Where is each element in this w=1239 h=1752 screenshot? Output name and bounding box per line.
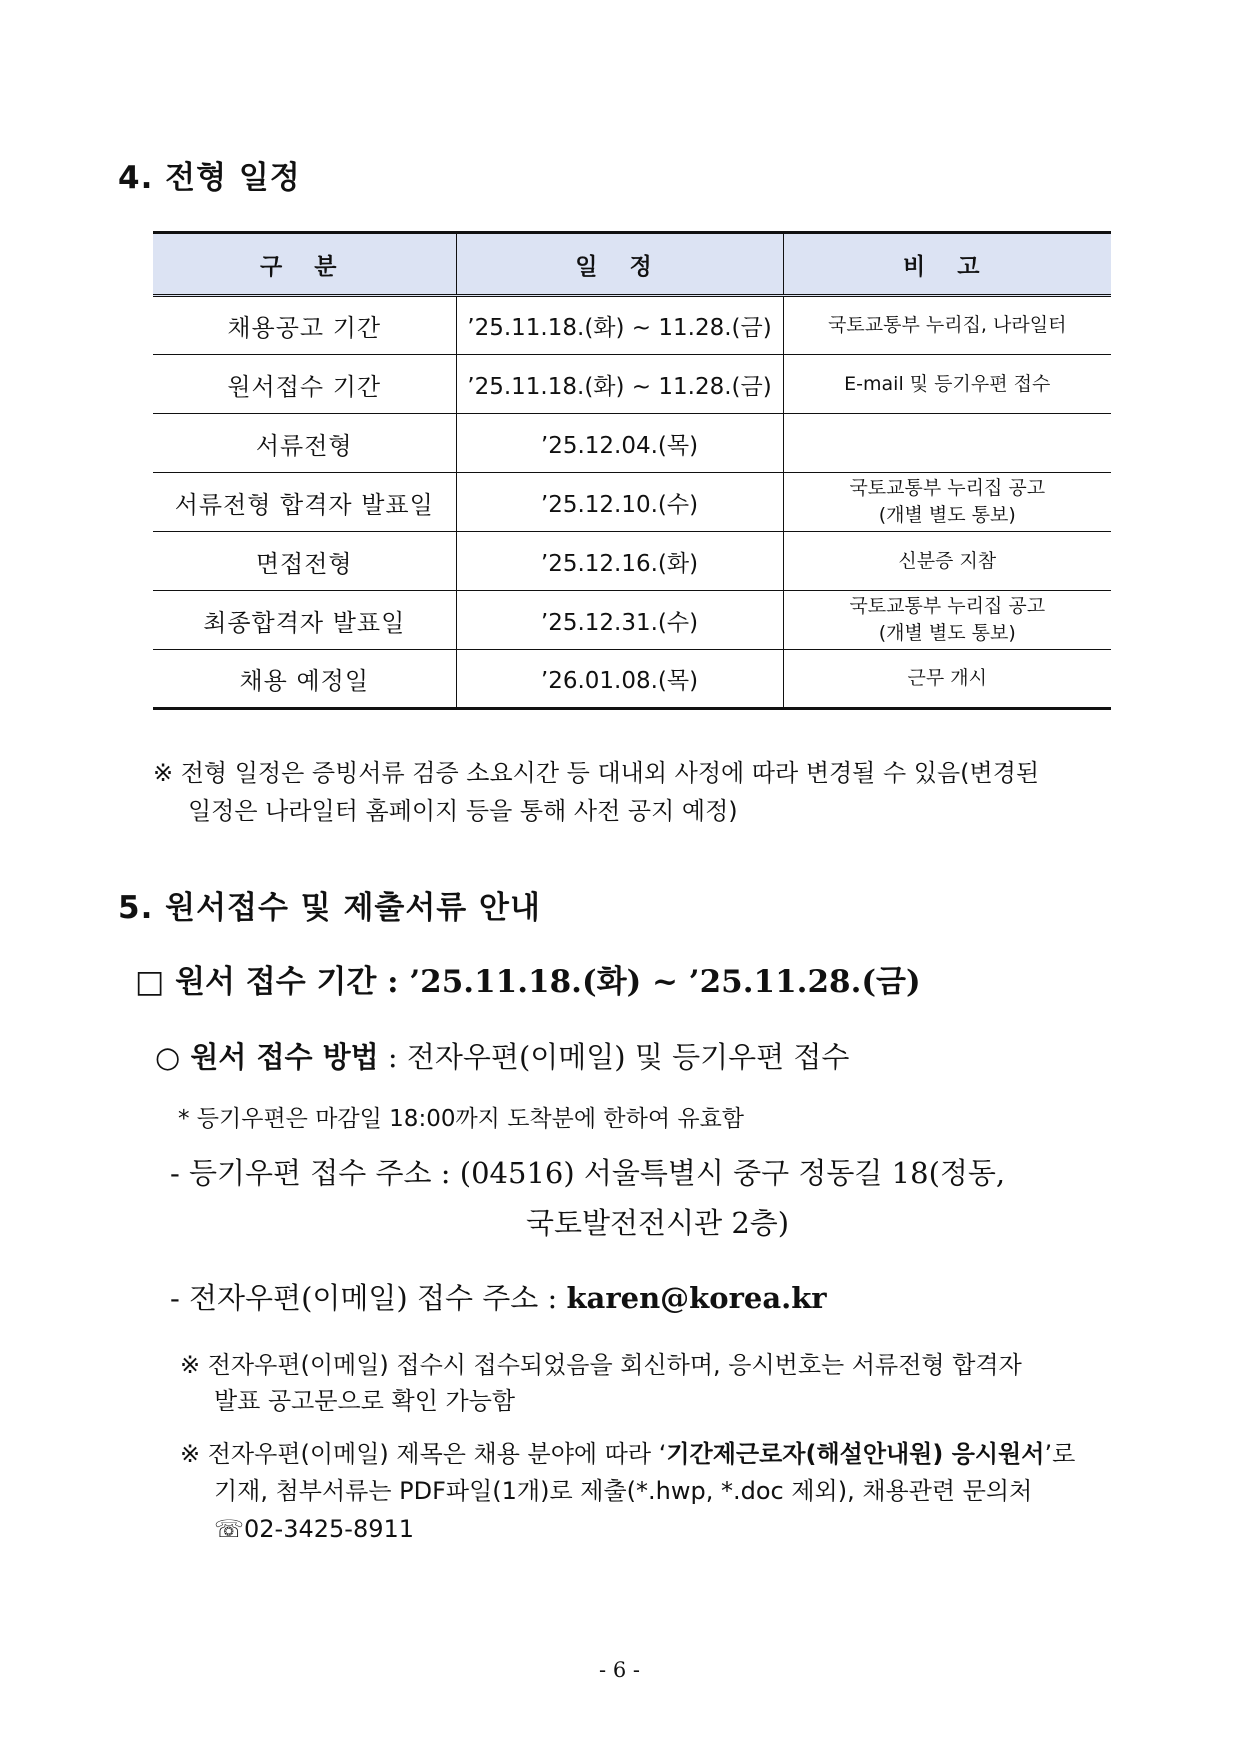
table-row [153, 414, 1111, 473]
row-category: 서류전형 합격자 발표일 [153, 473, 456, 532]
row-note [783, 296, 1111, 355]
table-header-row [153, 233, 1111, 296]
subject-note-post: ’로 [1044, 1440, 1076, 1468]
table-row [153, 650, 1111, 709]
contact-phone: ☏02-3425-8911 [214, 1515, 415, 1543]
schedule-remark-line2: 일정은 나라일터 홈페이지 등을 통해 사전 공지 예정) [188, 797, 738, 825]
subject-note-line1 [180, 1435, 1075, 1473]
method-value: : 전자우편(이메일) 및 등기우편 접수 [378, 1040, 850, 1074]
section5-title: 5. 원서접수 및 제출서류 안내 [118, 890, 541, 926]
row-date: ’25.11.18.(화) ~ 11.28.(금) [456, 296, 783, 355]
email-note-line2: 발표 공고문으로 확인 가능함 [214, 1387, 516, 1415]
header-category: 구 분 [153, 233, 456, 296]
application-method [155, 1035, 849, 1076]
post-address-line2: 국토발전전시관 2층) [526, 1206, 790, 1240]
row-category: 채용공고 기간 [153, 296, 456, 355]
row-note-text-2: (개별 별도 통보) [878, 622, 1016, 644]
row-note-text: 국토교통부 누리집 공고 [849, 477, 1046, 499]
row-note [783, 591, 1111, 650]
section4-title: 4. 전형 일정 [118, 160, 301, 196]
page-number: - 6 - [599, 1658, 640, 1682]
row-note [783, 414, 1111, 473]
table-row [153, 355, 1111, 414]
row-category: 원서접수 기간 [153, 355, 456, 414]
row-category: 서류전형 [153, 414, 456, 473]
row-note-text: 국토교통부 누리집 공고 [849, 595, 1046, 617]
email-link: karen@korea.kr [566, 1281, 827, 1315]
post-address-line1: - 등기우편 접수 주소 : (04516) 서울특별시 중구 정동길 18(정동, [170, 1156, 1006, 1190]
row-note-text: 근무 개시 [907, 667, 987, 689]
schedule-table [153, 231, 1111, 710]
row-date: ’25.12.04.(목) [456, 414, 783, 473]
row-note [783, 355, 1111, 414]
schedule-remark-line1: ※ 전형 일정은 증빙서류 검증 소요시간 등 대내외 사정에 따라 변경될 수 있음(변경된 [153, 759, 1040, 787]
row-note [783, 650, 1111, 709]
row-category: 면접전형 [153, 532, 456, 591]
row-note-text: 국토교통부 누리집, 나라일터 [828, 314, 1067, 336]
row-note-text: 신분증 지참 [898, 549, 997, 572]
row-date: ’25.12.16.(화) [456, 532, 783, 591]
row-date: ’26.01.08.(목) [456, 650, 783, 709]
row-note [783, 532, 1111, 591]
header-date: 일 정 [456, 233, 783, 296]
row-note [783, 473, 1111, 532]
email-note-line1: ※ 전자우편(이메일) 접수시 접수되었음을 회신하며, 응시번호는 서류전형 합격자 [180, 1351, 1022, 1379]
deadline-note: * 등기우편은 마감일 18:00까지 도착분에 한하여 유효함 [178, 1106, 745, 1132]
row-date: ’25.11.18.(화) ~ 11.28.(금) [456, 355, 783, 414]
row-date: ’25.12.31.(수) [456, 591, 783, 650]
email-label: - 전자우편(이메일) 접수 주소 : [170, 1281, 567, 1315]
table-row [153, 473, 1111, 532]
table-row [153, 296, 1111, 355]
email-address [170, 1276, 827, 1317]
row-note-text: E-mail 및 등기우편 접수 [844, 372, 1051, 395]
table-row [153, 532, 1111, 591]
row-category: 채용 예정일 [153, 650, 456, 709]
table-row [153, 591, 1111, 650]
row-category: 최종합격자 발표일 [153, 591, 456, 650]
method-label: ○ 원서 접수 방법 [155, 1040, 379, 1074]
application-period: □ 원서 접수 기간 : ’25.11.18.(화) ~ ’25.11.28.(금) [135, 964, 921, 1000]
subject-note-line2: 기재, 첨부서류는 PDF파일(1개)로 제출(*.hwp, *.doc 제외), 채용관련 문의처 [214, 1477, 1033, 1505]
header-note: 비 고 [783, 233, 1111, 296]
row-note-text-2: (개별 별도 통보) [878, 504, 1016, 526]
row-date: ’25.12.10.(수) [456, 473, 783, 532]
subject-note-pre: ※ 전자우편(이메일) 제목은 채용 분야에 따라 ‘ [180, 1440, 667, 1468]
subject-note-bold: 기간제근로자(해설안내원) 응시원서 [666, 1440, 1045, 1468]
